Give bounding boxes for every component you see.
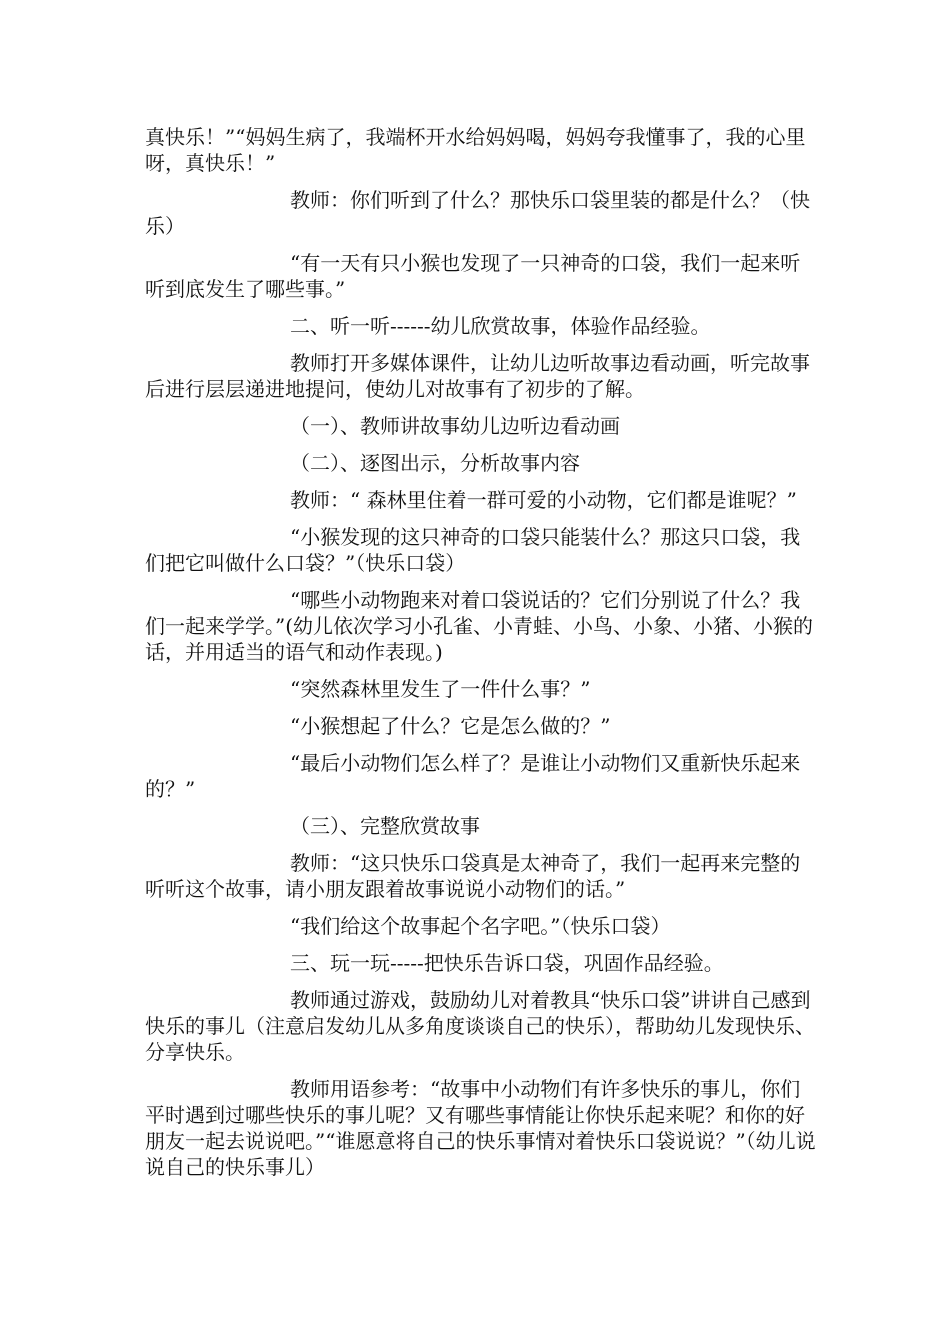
paragraph-multimedia: 教师打开多媒体课件，让幼儿边听故事边看动画，听完故事后进行层层递进地提问，使幼儿对故事有了初步的了解。 [145, 351, 810, 401]
subheading-one: （一）、教师讲故事幼儿边听边看动画 [290, 414, 620, 438]
paragraph-story-name: “我们给这个故事起个名字吧。”（快乐口袋） [290, 914, 671, 938]
paragraph-forest-event: “突然森林里发生了一件什么事？” [290, 677, 591, 701]
paragraph-happy-again: “最后小动物们怎么样了？是谁让小动物们又重新快乐起来的？” [145, 751, 801, 801]
section-heading-listen: 二、听一听------幼儿欣赏故事，体验作品经验。 [290, 314, 711, 338]
paragraph-monkey-intro: “有一天有只小猴也发现了一只神奇的口袋，我们一起来听听到底发生了哪些事。” [145, 251, 801, 301]
paragraph-teacher-reference: 教师用语参考：“故事中小动物们有许多快乐的事儿，你们平时遇到过哪些快乐的事儿呢？又有哪些事情能让你快乐起来呢？和你的好朋友一起去说说吧。”“谁愿意将自己的快乐事情对着快乐口袋说说？”（幼儿说说自己的快乐事儿） [145, 1077, 816, 1179]
paragraph-forest-animals: 教师：“ 森林里住着一群可爱的小动物，它们都是谁呢？” [290, 488, 797, 512]
paragraph-magic-pocket: “小猴发现的这只神奇的口袋只能装什么？那这只口袋，我们把它叫做什么口袋？”（快乐口袋） [145, 525, 801, 575]
subheading-three: （三）、完整欣赏故事 [290, 814, 480, 838]
paragraph-full-story: 教师：“这只快乐口袋真是太神奇了，我们一起再来完整的听听这个故事，请小朋友跟着故事说说小动物们的话。” [145, 851, 801, 901]
subheading-two: （二）、逐图出示，分析故事内容 [290, 451, 580, 475]
section-heading-play: 三、玩一玩-----把快乐告诉口袋，巩固作品经验。 [290, 951, 724, 975]
paragraph-animals-talk: “哪些小动物跑来对着口袋说话的？它们分别说了什么？我们一起来学学。”(幼儿依次学习小孔雀、小青蛙、小鸟、小象、小猪、小猴的话，并用适当的语气和动作表现。) [145, 588, 814, 664]
paragraph-continuation: 真快乐！”“妈妈生病了，我端杯开水给妈妈喝，妈妈夸我懂事了，我的心里呀，真快乐！” [145, 125, 806, 175]
paragraph-monkey-action: “小猴想起了什么？它是怎么做的？” [290, 714, 611, 738]
document-body [145, 124, 820, 1191]
paragraph-game: 教师通过游戏，鼓励幼儿对着教具“快乐口袋”讲讲自己感到快乐的事儿（注意启发幼儿从多角度谈谈自己的快乐），帮助幼儿发现快乐、分享快乐。 [145, 988, 815, 1064]
paragraph-teacher-question: 教师：你们听到了什么？那快乐口袋里装的都是什么？（快乐） [145, 188, 810, 238]
